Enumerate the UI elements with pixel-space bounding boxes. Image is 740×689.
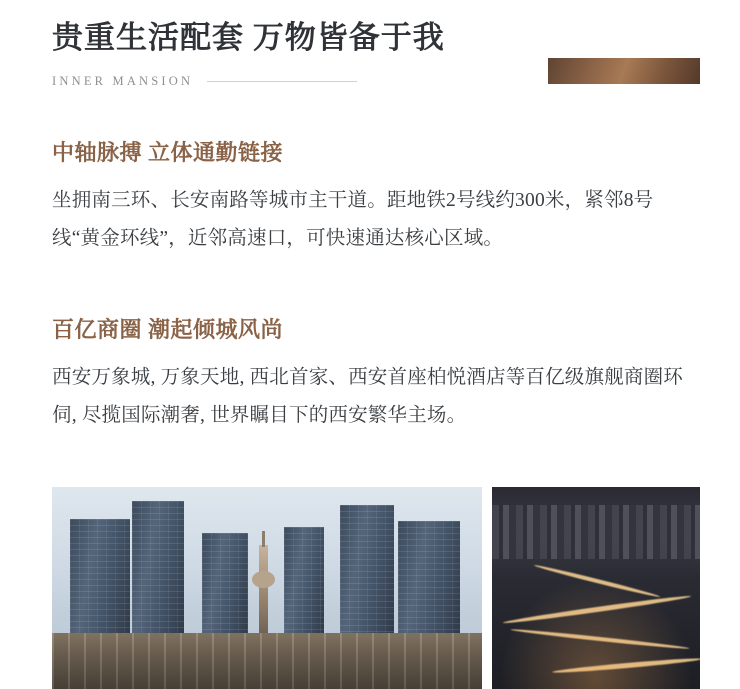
section-body: 西安万象城, 万象天地, 西北首家、西安首座柏悦酒店等百亿级旗舰商圈环伺, 尽揽国际潮奢, 世界瞩目下的西安繁华主场。	[52, 367, 684, 426]
city-skyline-strip	[492, 505, 700, 559]
page-subtitle: INNER MANSION	[52, 73, 194, 88]
document-header	[52, 18, 700, 90]
image-gallery	[52, 487, 700, 689]
section-commute	[52, 138, 700, 258]
subtitle-divider	[207, 81, 357, 82]
section-title: 中轴脉搏 立体通勤链接	[52, 140, 284, 165]
skyline-photo	[52, 487, 482, 689]
foreground-rooftops	[52, 633, 482, 689]
building-tower	[284, 527, 324, 637]
building-tower	[202, 533, 248, 637]
tv-tower-spire	[259, 545, 268, 637]
section-body: 坐拥南三环、长安南路等城市主干道。距地铁2号线约300米，紧邻8号线“黄金环线”，近邻高速口，可快速通达核心区域。	[52, 190, 654, 249]
page-title: 贵重生活配套 万物皆备于我	[52, 20, 445, 55]
decorative-color-bar	[548, 58, 700, 84]
section-commercial-district	[52, 315, 700, 435]
building-tower	[340, 505, 394, 637]
night-interchange-photo	[492, 487, 700, 689]
building-tower	[70, 519, 130, 637]
building-tower	[398, 521, 460, 637]
city-glow	[492, 569, 700, 689]
building-tower	[132, 501, 184, 637]
section-title: 百亿商圈 潮起倾城风尚	[52, 317, 284, 342]
